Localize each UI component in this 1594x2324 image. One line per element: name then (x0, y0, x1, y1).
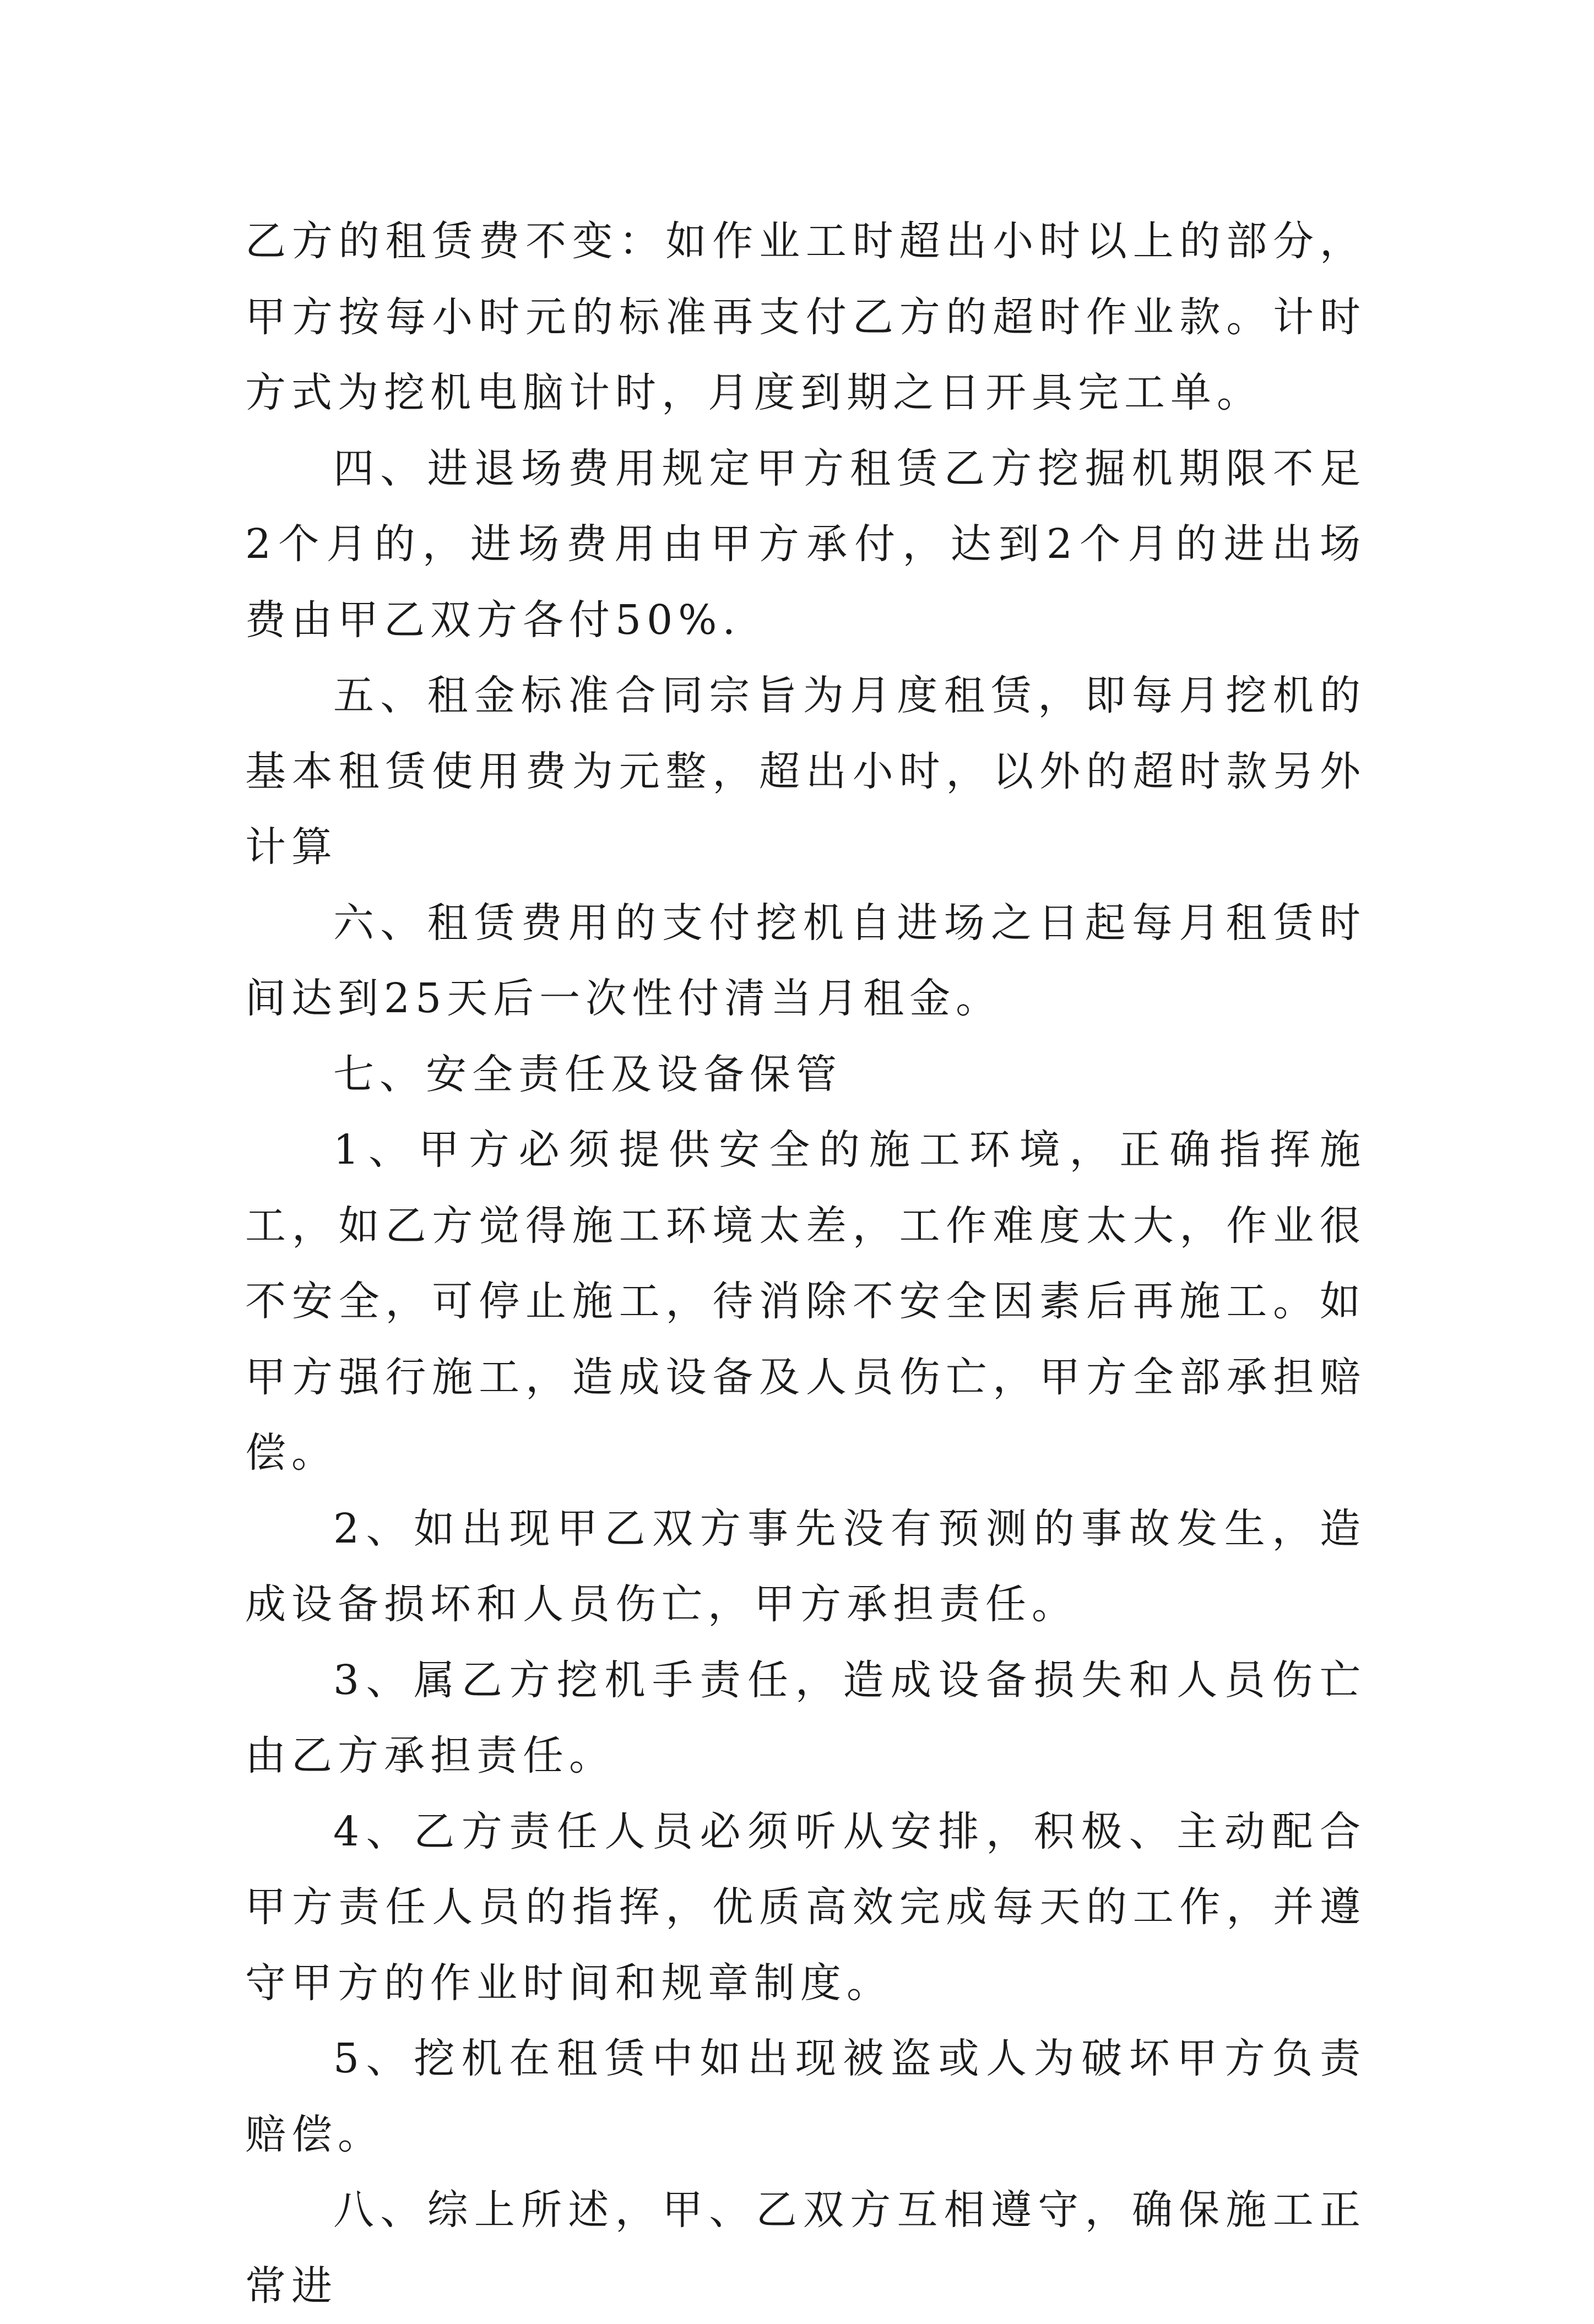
paragraph-rent-payment: 六、租赁费用的支付挖机自进场之日起每月租赁时间达到25天后一次性付清当月租金。 (245, 899, 1366, 1022)
paragraph-safety-item-4: 4、乙方责任人员必须听从安排，积极、主动配合甲方责任人员的指挥，优质高效完成每天的工作，并遵守甲方的作业时间和规章制度。 (245, 1807, 1366, 2007)
document-body (245, 204, 1366, 2324)
paragraph-continuation: 乙方的租赁费不变：如作业工时超出小时以上的部分，甲方按每小时元的标准再支付乙方的超时作业款。计时方式为挖机电脑计时，月度到期之日开具完工单。 (245, 218, 1366, 416)
paragraph-safety-item-1: 1、甲方必须提供安全的施工环境，正确指挥施工，如乙方觉得施工环境太差，工作难度太大，作业很不安全，可停止施工，待消除不安全因素后再施工。如甲方强行施工，造成设备及人员伤亡，甲方全部承担赔偿。 (245, 1126, 1366, 1476)
paragraph-summary: 八、综上所述，甲、乙双方互相遵守，确保施工正常进 (245, 2186, 1366, 2310)
paragraph-safety-item-3: 3、属乙方挖机手责任，造成设备损失和人员伤亡由乙方承担责任。 (245, 1656, 1366, 1779)
paragraph-entry-exit-fees: 四、进退场费用规定甲方租赁乙方挖掘机期限不足2个月的，进场费用由甲方承付，达到2个月的进出场费由甲乙双方各付50%. (245, 444, 1366, 644)
paragraph-rent-standard: 五、租金标准合同宗旨为月度租赁，即每月挖机的基本租赁使用费为元整，超出小时，以外的超时款另外计算 (245, 672, 1366, 871)
paragraph-safety-item-2: 2、如出现甲乙双方事先没有预测的事故发生，造成设备损坏和人员伤亡，甲方承担责任。 (245, 1505, 1366, 1628)
paragraph-safety-item-5: 5、挖机在租赁中如出现被盗或人为破坏甲方负责赔偿。 (245, 2035, 1366, 2158)
section-heading-safety: 七、安全责任及设备保管 (333, 1050, 842, 1098)
